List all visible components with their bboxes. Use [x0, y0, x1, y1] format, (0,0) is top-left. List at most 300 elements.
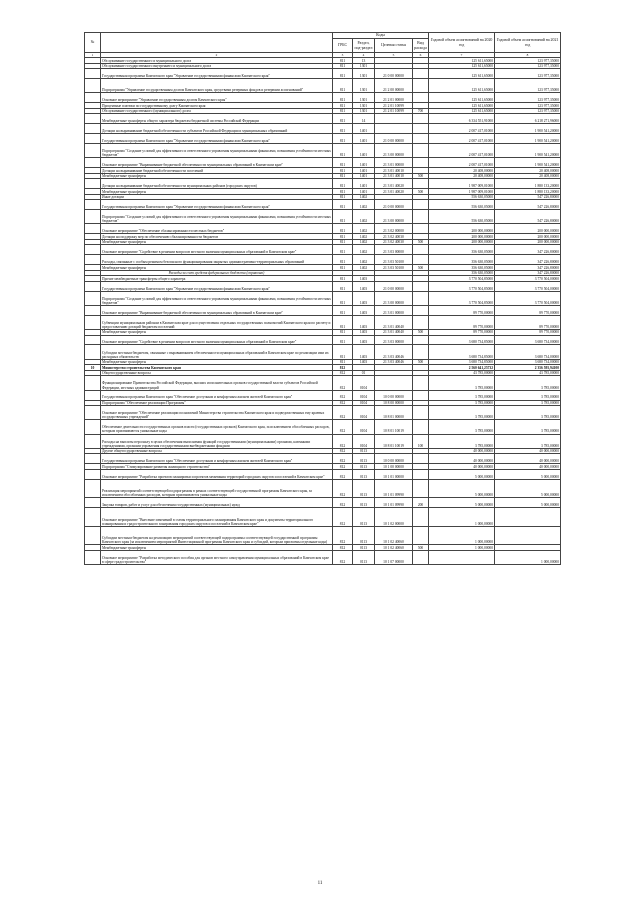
amount-2020-cell: 3 770 504,85000	[429, 281, 495, 291]
razdel-code-cell: 0113	[353, 479, 375, 498]
expense-type-cell	[413, 143, 429, 157]
item-name-cell: Процентные платежи по государственному долгу Камчатского края	[101, 103, 333, 109]
row-number-cell	[85, 114, 101, 124]
item-name-cell: Основное мероприятие "Разработка методического пособия для органов местного самоуправления муниципальных образований в Камчатском крае в сфере градостроительства"	[101, 550, 333, 564]
amount-2021-cell: 1 000,00000	[495, 550, 561, 564]
table-row	[85, 498, 561, 508]
table-row	[85, 479, 561, 498]
expense-type-cell	[413, 291, 429, 305]
item-name-cell: Государственная программа Камчатского края "Обеспечение доступным и комфортным жильем жителей Камчатского края"	[101, 454, 333, 464]
row-number-cell	[85, 390, 101, 400]
target-article-cell: 10 1 02 40060	[375, 526, 413, 545]
item-name-cell: Прочие межбюджетные трансферты общего характера	[101, 276, 333, 282]
razdel-code-cell: 1403	[353, 291, 375, 305]
expense-type-cell	[413, 305, 429, 315]
item-name-cell: Реализация мероприятий соответствующей подпрограммы в рамках соответствующей государственной программы Камчатского края, за исключением обособленных расходов, которым присваиваются уникальные коды	[101, 479, 333, 498]
razdel-code-cell: 1403	[353, 315, 375, 329]
item-name-cell: Другие общегосударственные вопросы	[101, 448, 333, 454]
expense-type-cell	[413, 210, 429, 224]
item-name-cell: Подпрограмма "Обеспечение реализации Программы"	[101, 400, 333, 406]
amount-2020-cell: 356 630,05000	[429, 265, 495, 271]
expense-type-cell	[413, 179, 429, 189]
table-row	[85, 454, 561, 464]
item-name-cell: Государственная программа Камчатского края "Управление государственными финансами Камчатского края"	[101, 69, 333, 79]
item-name-cell: Министерство строительства Камчатского края	[101, 365, 333, 371]
target-article-cell: 21 3 02 40030	[375, 239, 413, 245]
row-number-cell	[85, 291, 101, 305]
amount-2021-cell: 347 226,80000	[495, 255, 561, 265]
amount-2020-cell: 40 000,00000	[429, 464, 495, 470]
amount-2021-cell: 6 218 271,96000	[495, 114, 561, 124]
amount-2020-cell: 3 680 734,85000	[429, 345, 495, 359]
item-name-cell: Обеспечение деятельности государственных органов власти (государственных органов) Камчатского края, за исключением обособленных расходов, которым присваиваются уникальные коды	[101, 420, 333, 434]
razdel-code-cell: 0104	[353, 420, 375, 434]
table-row	[85, 210, 561, 224]
table-header	[85, 33, 561, 58]
amount-2021-cell: 89 770,00000	[495, 305, 561, 315]
grbs-code-cell: 812	[333, 390, 353, 400]
grbs-code-cell: 812	[333, 434, 353, 448]
header-index-cell: 4	[353, 53, 375, 58]
target-article-cell: 10 8 01 00000	[375, 406, 413, 420]
amount-2020-cell: 3 785,00000	[429, 376, 495, 390]
amount-2020-cell: 5 000,00000	[429, 479, 495, 498]
amount-2020-cell: 3 785,00000	[429, 390, 495, 400]
expense-type-cell	[413, 526, 429, 545]
amount-2020-cell: 1 000,00000	[429, 545, 495, 551]
amount-2020-cell: 200 000,00000	[429, 239, 495, 245]
grbs-code-cell: 812	[333, 370, 353, 376]
row-number-cell	[85, 255, 101, 265]
row-number-cell	[85, 69, 101, 79]
row-number-cell	[85, 550, 101, 564]
header-num: №	[85, 33, 101, 53]
page-number: 11	[317, 881, 323, 886]
target-article-cell: 21 0 00 00000	[375, 200, 413, 210]
expense-type-cell	[413, 158, 429, 168]
amount-2021-cell: 547 226,80000	[495, 200, 561, 210]
expense-type-cell: 500	[413, 239, 429, 245]
table-row	[85, 335, 561, 345]
row-number-cell	[85, 305, 101, 315]
razdel-code-cell: 1401	[353, 143, 375, 157]
item-name-cell: Субсидии местным бюджетам, связанные с выравниванием обеспеченности муниципальных образований в Камчатском крае по реализации ими их расходных обязательств	[101, 345, 333, 359]
amount-2020-cell: 125 611,65000	[429, 79, 495, 93]
header-razdel: Раздел, под-раздел	[353, 39, 375, 53]
item-name-cell: Основное мероприятие "Разработка проектов планировки и проектов межевания территорий городских округов и поселений в Камчатском крае"	[101, 469, 333, 479]
amount-2021-cell: 547 226,80000	[495, 210, 561, 224]
table-row	[85, 376, 561, 390]
razdel-code-cell: 1301	[353, 63, 375, 69]
target-article-cell: 10 0 00 00000	[375, 390, 413, 400]
target-article-cell: 10 1 07 00000	[375, 550, 413, 564]
amount-2020-cell: 6 334 551,91000	[429, 114, 495, 124]
header-csr: Целевая статья	[375, 39, 413, 53]
expense-type-cell: 500	[413, 545, 429, 551]
grbs-code-cell: 811	[333, 265, 353, 271]
razdel-code-cell: 0104	[353, 406, 375, 420]
amount-2021-cell: 2 356 595,94100	[495, 365, 561, 371]
amount-2021-cell: 547 226,80000	[495, 194, 561, 200]
expense-type-cell: 500	[413, 265, 429, 271]
amount-2021-cell: 123 977,35000	[495, 79, 561, 93]
expense-type-cell	[413, 79, 429, 93]
amount-2021-cell: 40 000,00000	[495, 448, 561, 454]
amount-2020-cell: 20 408,00000	[429, 173, 495, 179]
item-name-cell: Межбюджетные трансферты	[101, 330, 333, 336]
row-number-cell	[85, 124, 101, 134]
target-article-cell: 10 8 01 10019	[375, 420, 413, 434]
row-number-cell	[85, 158, 101, 168]
grbs-code-cell: 812	[333, 479, 353, 498]
razdel-code-cell: 1403	[353, 276, 375, 282]
item-name-cell: Государственная программа Камчатского края "Управление государственными финансами Камчатского края"	[101, 281, 333, 291]
amount-2020-cell: 2 007 417,01000	[429, 158, 495, 168]
amount-2021-cell: 200 000,00000	[495, 224, 561, 234]
razdel-code-cell: 1401	[353, 189, 375, 195]
grbs-code-cell: 811	[333, 114, 353, 124]
razdel-code-cell: 1401	[353, 158, 375, 168]
amount-2021-cell: 3 785,00000	[495, 434, 561, 448]
target-article-cell: 21 3 01 00000	[375, 305, 413, 315]
amount-2021-cell: 3 680 734,00000	[495, 335, 561, 345]
grbs-code-cell: 811	[333, 189, 353, 195]
target-article-cell: 21 3 03 40046	[375, 345, 413, 359]
target-article-cell: 21 2 01 00000	[375, 93, 413, 103]
table-row	[85, 255, 561, 265]
expense-type-cell	[413, 114, 429, 124]
table-row	[85, 390, 561, 400]
amount-2020-cell: 125 611,65000	[429, 93, 495, 103]
target-article-cell: 21 0 00 00000	[375, 134, 413, 144]
amount-2021-cell: 123 977,35000	[495, 108, 561, 114]
target-article-cell: 21 3 01 40040	[375, 330, 413, 336]
amount-2021-cell: 5 000,00000	[495, 469, 561, 479]
grbs-code-cell: 811	[333, 168, 353, 174]
expense-type-cell	[413, 376, 429, 390]
razdel-code-cell: 01	[353, 370, 375, 376]
amount-2020-cell: 40 000,00000	[429, 448, 495, 454]
grbs-code-cell: 812	[333, 526, 353, 545]
amount-2021-cell: 3 785,00000	[495, 420, 561, 434]
expense-type-cell	[413, 315, 429, 329]
target-article-cell: 21 2 01 10099	[375, 108, 413, 114]
amount-2021-cell: 1 900 541,20000	[495, 143, 561, 157]
item-name-cell: Подпрограмма "Стимулирование развития жилищного строительства"	[101, 464, 333, 470]
target-article-cell: 10 1 01 09990	[375, 498, 413, 508]
item-name-cell: Подпрограмма "Создание условий для эффективного и ответственного управления муниципальными финансами, повышения устойчивости местных бюджетов"	[101, 210, 333, 224]
item-name-cell: Основное мероприятие "Содействие в решении вопросов местного значения муниципальных образований в Камчатском крае"	[101, 245, 333, 255]
target-article-cell: 21 3 03 00000	[375, 245, 413, 255]
table-row	[85, 469, 561, 479]
amount-2021-cell: 20 408,00000	[495, 168, 561, 174]
amount-2021-cell: 200 000,00000	[495, 234, 561, 240]
item-name-cell: Основное мероприятие "Выравнивание бюджетной обеспеченности муниципальных образований в Камчатском крае"	[101, 158, 333, 168]
target-article-cell: 21 3 03 00000	[375, 335, 413, 345]
razdel-code-cell: 0104	[353, 400, 375, 406]
table-row	[85, 305, 561, 315]
table-row	[85, 550, 561, 564]
item-name-cell: Основное мероприятие "Управление государственным долгом Камчатского края"	[101, 93, 333, 103]
expense-type-cell	[413, 200, 429, 210]
table-body	[85, 58, 561, 565]
target-article-cell: 21 3 03 50100	[375, 265, 413, 271]
razdel-code-cell: 0113	[353, 550, 375, 564]
item-name-cell: Дотации на поддержку мер по обеспечению сбалансированности бюджетов	[101, 234, 333, 240]
razdel-code-cell: 1301	[353, 79, 375, 93]
razdel-code-cell: 1402	[353, 200, 375, 210]
razdel-code-cell: 1403	[353, 330, 375, 336]
budget-document	[84, 32, 560, 565]
amount-2021-cell: 123 977,35000	[495, 69, 561, 79]
header-sum-2020: Годовой объем ассигнований на 2020 год	[429, 33, 495, 53]
expense-type-cell	[413, 281, 429, 291]
row-number-cell	[85, 281, 101, 291]
header-index-cell: 5	[375, 53, 413, 58]
grbs-code-cell: 812	[333, 400, 353, 406]
grbs-code-cell: 811	[333, 276, 353, 282]
item-name-cell: Обслуживание государственного (муниципального) долга	[101, 108, 333, 114]
amount-2021-cell: 347 226,80000	[495, 270, 561, 276]
amount-2021-cell: 5 000,00000	[495, 479, 561, 498]
amount-2020-cell: 2 007 417,01000	[429, 134, 495, 144]
razdel-code-cell: 1403	[353, 281, 375, 291]
grbs-code-cell: 811	[333, 103, 353, 109]
expense-type-cell: 200	[413, 498, 429, 508]
item-name-cell: Закупка товаров, работ и услуг для обеспечения государственных (муниципальных) нужд	[101, 498, 333, 508]
row-number-cell	[85, 420, 101, 434]
expense-type-cell: 500	[413, 189, 429, 195]
amount-2021-cell: 1 900 541,20000	[495, 124, 561, 134]
amount-2021-cell: 3 680 734,00000	[495, 345, 561, 359]
row-number-cell	[85, 200, 101, 210]
table-row	[85, 406, 561, 420]
item-name-cell: Основное мероприятие "Выравнивание бюджетной обеспеченности муниципальных образований в Камчатском крае"	[101, 305, 333, 315]
item-name-cell: Подпрограмма "Создание условий для эффективного и ответственного управления муниципальными финансами, повышения устойчивости местных бюджетов"	[101, 291, 333, 305]
razdel-code-cell: 1402	[353, 239, 375, 245]
amount-2020-cell: 1 000,00000	[429, 526, 495, 545]
grbs-code-cell: 812	[333, 545, 353, 551]
item-name-cell: Межбюджетные трансферты	[101, 173, 333, 179]
header-index-cell: 1	[85, 53, 101, 58]
target-article-cell: 21 3 00 00000	[375, 291, 413, 305]
amount-2020-cell: 89 770,00000	[429, 305, 495, 315]
row-number-cell	[85, 245, 101, 255]
grbs-code-cell: 811	[333, 224, 353, 234]
budget-table	[84, 32, 561, 565]
amount-2021-cell: 5 000,00000	[495, 498, 561, 508]
header-sum-2021: Годовой объем ассигнований на 2021 год	[495, 33, 561, 53]
grbs-code-cell: 811	[333, 69, 353, 79]
item-name-cell: Расходы за счет средств федерального бюджета (справочно)	[101, 270, 333, 276]
row-number-cell	[85, 345, 101, 359]
grbs-code-cell: 811	[333, 330, 353, 336]
item-name-cell: Функционирование Правительства Российской Федерации, высших исполнительных органов государственной власти субъектов Российской Федерации, местных администраций	[101, 376, 333, 390]
grbs-code-cell: 811	[333, 234, 353, 240]
amount-2021-cell: 40 000,00000	[495, 464, 561, 470]
expense-type-cell	[413, 245, 429, 255]
header-vr: Вид расхода	[413, 39, 429, 53]
grbs-code-cell: 811	[333, 143, 353, 157]
item-name-cell: Обслуживание государственного внутреннего и муниципального долга	[101, 63, 333, 69]
item-name-cell: Межбюджетные трансферты	[101, 265, 333, 271]
grbs-code-cell: 811	[333, 315, 353, 329]
target-article-cell	[375, 376, 413, 390]
amount-2021-cell: 1 880 133,20000	[495, 189, 561, 195]
target-article-cell: 21 3 01 40010	[375, 168, 413, 174]
amount-2020-cell: 89 770,00000	[429, 330, 495, 336]
item-name-cell: Расходы на выплаты персоналу в целях обеспечения выполнения функций государственными (муниципальными) органами, казенными учреждениями, органами управления государственными внебюджетными фондами	[101, 434, 333, 448]
table-row	[85, 281, 561, 291]
razdel-code-cell: 1401	[353, 168, 375, 174]
amount-2020-cell: 3 770 504,85000	[429, 276, 495, 282]
target-article-cell: 21 3 03 40046	[375, 359, 413, 365]
grbs-code-cell: 811	[333, 173, 353, 179]
amount-2021-cell: 20 408,00000	[495, 173, 561, 179]
grbs-code-cell: 811	[333, 93, 353, 103]
header-name	[101, 33, 333, 53]
amount-2020-cell: 125 611,65000	[429, 103, 495, 109]
item-name-cell: Межбюджетные трансферты	[101, 189, 333, 195]
amount-2021-cell: 3 785,00000	[495, 376, 561, 390]
razdel-code-cell: 1402	[353, 194, 375, 200]
grbs-code-cell: 811	[333, 255, 353, 265]
grbs-code-cell: 811	[333, 63, 353, 69]
row-number-cell	[85, 376, 101, 390]
target-article-cell: 10 1 01 09990	[375, 479, 413, 498]
amount-2021-cell: 89 770,00000	[495, 315, 561, 329]
amount-2021-cell	[495, 526, 561, 545]
razdel-code-cell: 0104	[353, 390, 375, 400]
target-article-cell: 21 2 01 10099	[375, 103, 413, 109]
item-name-cell: Субсидии местным бюджетам на реализацию мероприятий соответствующей подпрограммы соответствующей государственной программы Камчатского края (за исключением мероприятий Инвестиционной программы Камчатского края и субсидий, которым присвоены отдельные коды)	[101, 526, 333, 545]
amount-2021-cell: 3 785,00000	[495, 390, 561, 400]
target-article-cell: 21 3 01 40010	[375, 173, 413, 179]
expense-type-cell	[413, 345, 429, 359]
table-row	[85, 124, 561, 134]
item-name-cell: Основное мероприятие "Внесение изменений в схемы территориального планирования Камчатского края и документы территориального планирования и градостроительного зонирования городских округов и поселений в Камчатском крае"	[101, 508, 333, 527]
grbs-code-cell: 811	[333, 210, 353, 224]
item-name-cell: Межбюджетные трансферты общего характера бюджетам бюджетной системы Российской Федерации	[101, 114, 333, 124]
razdel-code-cell: 14	[353, 114, 375, 124]
table-row	[85, 200, 561, 210]
item-name-cell: Межбюджетные трансферты	[101, 239, 333, 245]
amount-2020-cell: 1 987 009,01000	[429, 189, 495, 195]
row-number-cell	[85, 224, 101, 234]
expense-type-cell	[413, 420, 429, 434]
amount-2021-cell: 3 680 734,00000	[495, 359, 561, 365]
amount-2021-cell: 3 785,00000	[495, 400, 561, 406]
amount-2020-cell	[429, 550, 495, 564]
item-name-cell: Межбюджетные трансферты	[101, 359, 333, 365]
item-name-cell: Подпрограмма "Управление государственным долгом Камчатского края, средствами резервных фондов и резервами ассигнований"	[101, 79, 333, 93]
row-number-cell	[85, 498, 101, 508]
target-article-cell: 21 0 00 00000	[375, 69, 413, 79]
target-article-cell: 10 1 01 00000	[375, 469, 413, 479]
row-number-cell	[85, 454, 101, 464]
amount-2020-cell: 125 611,65000	[429, 69, 495, 79]
grbs-code-cell: 811	[333, 124, 353, 134]
amount-2020-cell: 3 785,00000	[429, 406, 495, 420]
expense-type-cell	[413, 406, 429, 420]
expense-type-cell	[413, 69, 429, 79]
item-name-cell: Расходы, связанные с особым режимом безопасного функционирования закрытых административно-территориальных образований	[101, 255, 333, 265]
expense-type-cell	[413, 335, 429, 345]
amount-2020-cell: 125 611,65000	[429, 108, 495, 114]
item-name-cell: Государственная программа Камчатского края "Управление государственными финансами Камчатского края"	[101, 134, 333, 144]
amount-2020-cell: 2 007 417,01000	[429, 143, 495, 157]
table-row	[85, 143, 561, 157]
razdel-code-cell: 1301	[353, 93, 375, 103]
table-row	[85, 158, 561, 168]
header-grbs: ГРБС	[333, 39, 353, 53]
row-number-cell: 10	[85, 365, 101, 371]
amount-2021-cell: 3 770 504,00000	[495, 276, 561, 282]
expense-type-cell: 500	[413, 330, 429, 336]
grbs-code-cell: 811	[333, 305, 353, 315]
razdel-code-cell: 1401	[353, 124, 375, 134]
razdel-code-cell: 0113	[353, 526, 375, 545]
expense-type-cell: 500	[413, 173, 429, 179]
razdel-code-cell: 0104	[353, 376, 375, 390]
amount-2021-cell: 200 000,00000	[495, 239, 561, 245]
target-article-cell: 21 3 01 40040	[375, 315, 413, 329]
grbs-code-cell: 811	[333, 281, 353, 291]
amount-2020-cell: 20 408,00000	[429, 168, 495, 174]
amount-2020-cell: 43 785,00000	[429, 370, 495, 376]
target-article-cell	[375, 114, 413, 124]
amount-2021-cell: 1 880 133,20000	[495, 179, 561, 189]
amount-2020-cell: 356 630,05000	[429, 270, 495, 276]
item-name-cell: Подпрограмма "Создание условий для эффективного и ответственного управления муниципальными финансами, повышения устойчивости местных бюджетов"	[101, 143, 333, 157]
row-number-cell	[85, 179, 101, 189]
amount-2021-cell: 40 000,00000	[495, 454, 561, 464]
target-article-cell: 21 3 03 50100	[375, 255, 413, 265]
amount-2020-cell: 356 630,05000	[429, 245, 495, 255]
razdel-code-cell: 1403	[353, 305, 375, 315]
grbs-code-cell: 811	[333, 158, 353, 168]
target-article-cell: 21 3 01 40020	[375, 179, 413, 189]
item-name-cell: Субвенции муниципальным районам в Камчатском крае для осуществления отдельных государственных полномочий Камчатского края по расчету и предоставлению дотаций бюджетам поселений	[101, 315, 333, 329]
grbs-code-cell: 811	[333, 58, 353, 64]
target-article-cell: 21 3 01 40020	[375, 189, 413, 195]
amount-2021-cell: 123 977,35000	[495, 93, 561, 103]
item-name-cell: Дотации на выравнивание бюджетной обеспеченности субъектов Российской Федерации и муниципальных образований	[101, 124, 333, 134]
amount-2020-cell: 3 680 734,85000	[429, 335, 495, 345]
table-row	[85, 315, 561, 329]
expense-type-cell	[413, 224, 429, 234]
expense-type-cell	[413, 93, 429, 103]
expense-type-cell	[413, 255, 429, 265]
amount-2021-cell: 43 785,00000	[495, 370, 561, 376]
grbs-code-cell: 812	[333, 420, 353, 434]
grbs-code-cell: 812	[333, 454, 353, 464]
amount-2021-cell: 3 770 504,00000	[495, 291, 561, 305]
target-article-cell: 21 0 00 00000	[375, 281, 413, 291]
amount-2020-cell: 1 987 009,01000	[429, 179, 495, 189]
row-number-cell	[85, 406, 101, 420]
grbs-code-cell: 812	[333, 464, 353, 470]
table-row	[85, 526, 561, 545]
table-row	[85, 245, 561, 255]
amount-2020-cell: 556 630,05000	[429, 194, 495, 200]
grbs-code-cell: 811	[333, 79, 353, 93]
target-article-cell: 10 1 02 00000	[375, 508, 413, 527]
amount-2020-cell: 2 007 417,01000	[429, 124, 495, 134]
grbs-code-cell: 811	[333, 194, 353, 200]
row-number-cell	[85, 526, 101, 545]
expense-type-cell	[413, 390, 429, 400]
